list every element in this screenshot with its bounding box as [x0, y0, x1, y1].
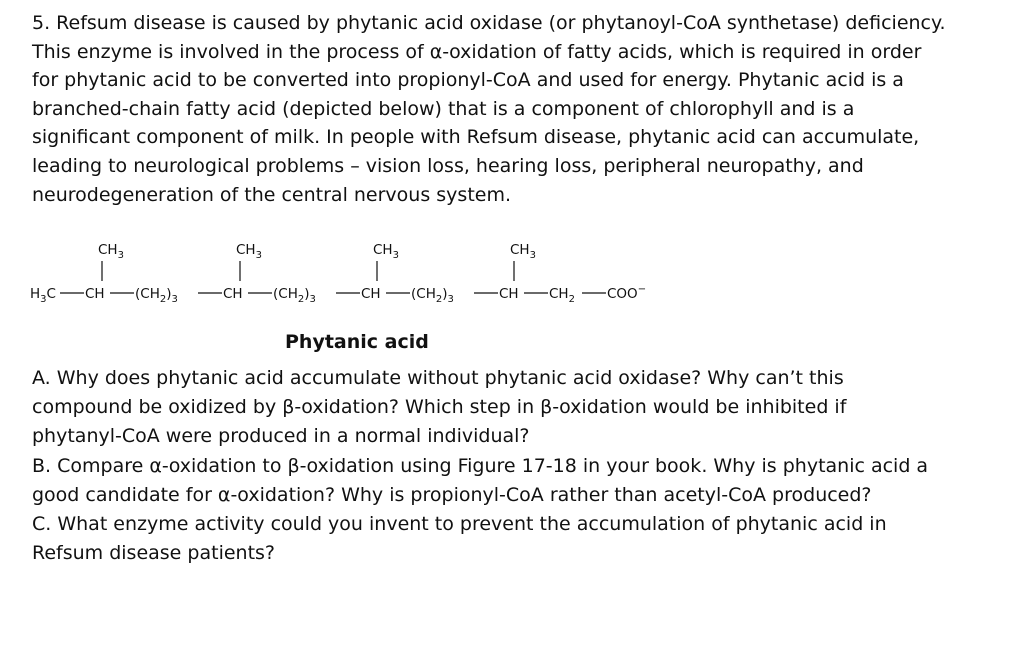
structure-caption: Phytanic acid [285, 331, 429, 353]
methine-1: CH [85, 286, 105, 302]
question-list [32, 364, 992, 568]
terminal-methyl: $H_3C$ [30, 286, 56, 305]
methyl-group-4: $CH_3$ [510, 242, 536, 261]
methine-3: CH [361, 286, 381, 302]
question-line: A. Why does phytanic acid accumulate without phytanic acid oxidase? Why can’t this [32, 367, 844, 389]
methylene-chain-3: $(CH_2)_3$ [411, 286, 454, 305]
question-line: B. Compare α-oxidation to β-oxidation using Figure 17-18 in your book. Why is phytanic acid a [32, 454, 929, 477]
methyl-group-1: $CH_3$ [98, 242, 124, 261]
intro-line: significant component of milk. In people with Refsum disease, phytanic acid can accumulate, [32, 126, 920, 149]
carboxylate-group: COO− [607, 284, 647, 302]
intro-line: for phytanic acid to be converted into propionyl-CoA and used for energy. Phytanic acid is a [32, 69, 904, 92]
methylene: $CH_2$ [549, 286, 575, 305]
question-line: compound be oxidized by β-oxidation? Which step in β-oxidation would be inhibited if [32, 396, 847, 419]
methine-2: CH [223, 286, 243, 302]
intro-line: leading to neurological problems – vision loss, hearing loss, peripheral neuropathy, and [32, 154, 864, 177]
phytanic-acid-structure [30, 236, 730, 308]
methyl-group-3: $CH_3$ [373, 242, 399, 261]
methine-4: CH [499, 286, 519, 302]
question-line: phytanyl-CoA were produced in a normal individual? [32, 425, 530, 448]
intro-paragraph [32, 9, 992, 209]
question-line: Refsum disease patients? [32, 542, 276, 565]
question-line: C. What enzyme activity could you invent to prevent the accumulation of phytanic acid in [32, 513, 887, 536]
intro-line: This enzyme is involved in the process of α-oxidation of fatty acids, which is required in order [32, 40, 922, 63]
methylene-chain-2: $(CH_2)_3$ [273, 286, 316, 305]
methylene-chain-1: $(CH_2)_3$ [135, 286, 178, 305]
question-line: good candidate for α-oxidation? Why is propionyl-CoA rather than acetyl-CoA produced? [32, 483, 872, 506]
intro-line: neurodegeneration of the central nervous system. [32, 183, 512, 206]
methyl-group-2: $CH_3$ [236, 242, 262, 261]
intro-line: 5. Refsum disease is caused by phytanic acid oxidase (or phytanoyl-CoA synthetase) deficiency. [32, 12, 946, 34]
intro-line: branched-chain fatty acid (depicted below) that is a component of chlorophyll and is a [32, 97, 855, 120]
